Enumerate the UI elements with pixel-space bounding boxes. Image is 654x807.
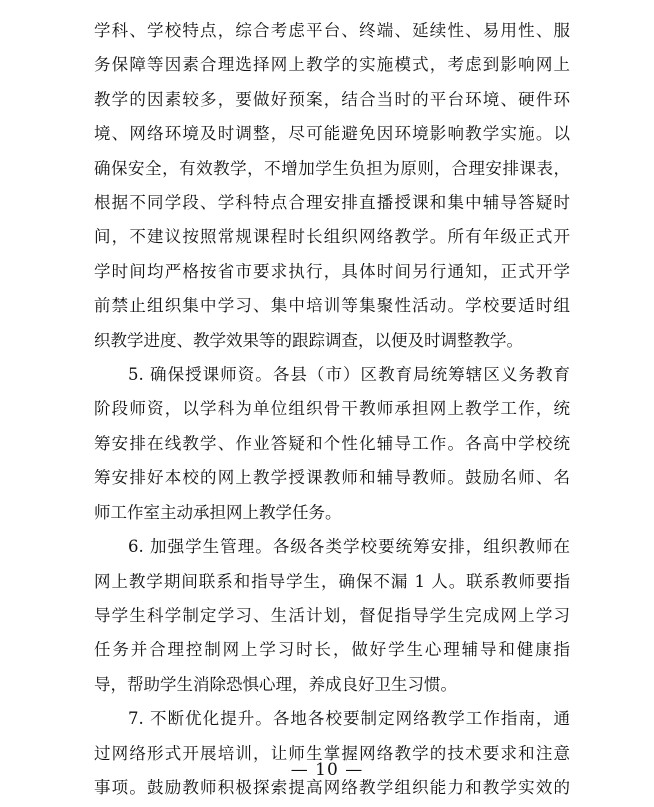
- text-line: 网上教学期间联系和指导学生，确保不漏 1 人。联系教师要指: [94, 571, 570, 591]
- text-line: 织教学进度、教学效果等的跟踪调查，以便及时调整教学。: [94, 330, 523, 350]
- text-line: 7. 不断优化提升。各地各校要制定网络教学工作指南，通: [128, 709, 570, 729]
- text-line: 境、网络环境及时调整，尽可能避免因环境影响教学实施。以: [94, 124, 570, 144]
- text-line: 导，帮助学生消除恐惧心理，养成良好卫生习惯。: [94, 674, 457, 694]
- text-line: 确保安全，有效教学，不增加学生负担为原则，合理安排课表，: [94, 158, 570, 178]
- text-line: 筹安排在线教学、作业答疑和个性化辅导工作。各高中学校统: [94, 433, 570, 453]
- text-line: 学时间均严格按省市要求执行，具体时间另行通知，正式开学: [94, 261, 570, 281]
- text-line: 任务并合理控制网上学习时长，做好学生心理辅导和健康指: [94, 640, 570, 660]
- paragraph-student-management: [94, 530, 570, 702]
- paragraph-optimization: [94, 702, 570, 805]
- text-line: 学科、学校特点，综合考虑平台、终端、延续性、易用性、服: [94, 21, 570, 40]
- text-line: 阶段师资，以学科为单位组织骨干教师承担网上教学工作，统: [94, 399, 570, 419]
- text-line: 导学生科学制定学习、生活计划，督促指导学生完成网上学习: [94, 605, 570, 625]
- paragraph-teaching-staff: [94, 358, 570, 530]
- paragraph-platform-selection: [94, 14, 570, 358]
- text-line: 务保障等因素合理选择网上教学的实施模式，考虑到影响网上: [94, 55, 570, 75]
- document-body: [94, 14, 570, 805]
- text-line: 5. 确保授课师资。各县（市）区教育局统筹辖区义务教育: [128, 365, 570, 385]
- text-line: 根据不同学段、学科特点合理安排直播授课和集中辅导答疑时: [94, 193, 570, 213]
- text-line: 筹安排好本校的网上教学授课教师和辅导教师。鼓励名师、名: [94, 468, 570, 488]
- page-number: — 10 —: [290, 760, 364, 780]
- text-line: 前禁止组织集中学习、集中培训等集聚性活动。学校要适时组: [94, 296, 570, 316]
- text-line: 过网络形式开展培训，让师生掌握网络教学的技术要求和注意: [94, 743, 570, 763]
- text-line: 事项。鼓励教师积极探索提高网络教学组织能力和教学实效的: [94, 777, 570, 797]
- text-line: 师工作室主动承担网上教学任务。: [94, 502, 342, 522]
- text-line: 6. 加强学生管理。各级各类学校要统筹安排，组织教师在: [128, 537, 570, 557]
- text-line: 教学的因素较多，要做好预案，结合当时的平台环境、硬件环: [94, 89, 570, 109]
- text-line: 间，不建议按照常规课程时长组织网络教学。所有年级正式开: [94, 227, 570, 247]
